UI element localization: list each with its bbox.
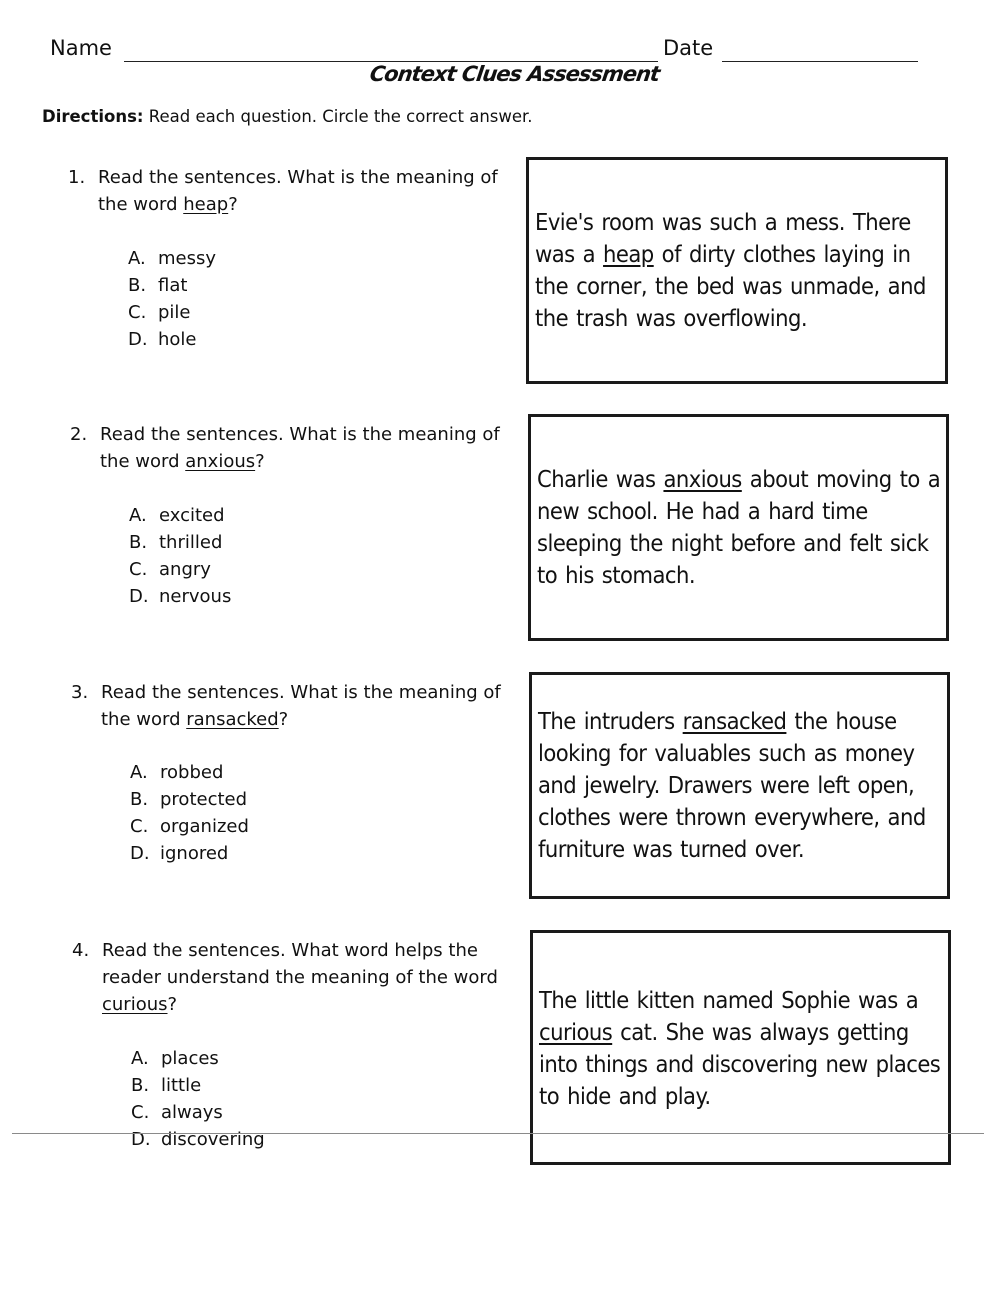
passage-line bbox=[538, 737, 926, 769]
option-text: discovering bbox=[161, 1129, 265, 1150]
passage-text: looking for valuables such as money bbox=[538, 739, 915, 767]
option-text: little bbox=[161, 1075, 202, 1096]
option-letter: B. bbox=[131, 1075, 150, 1096]
question-2-options bbox=[129, 502, 231, 610]
option-letter: C. bbox=[129, 559, 148, 580]
question-2-prompt bbox=[100, 421, 520, 475]
option-letter: D. bbox=[128, 329, 148, 350]
passage-3-text bbox=[538, 705, 926, 865]
question-3-option-b[interactable] bbox=[130, 786, 249, 813]
passage-text: The intruders bbox=[538, 707, 683, 735]
passage-line bbox=[539, 984, 940, 1016]
option-letter: A. bbox=[131, 1048, 149, 1069]
date-field-line[interactable] bbox=[722, 61, 918, 62]
option-letter: A. bbox=[129, 505, 147, 526]
question-2-option-b[interactable] bbox=[129, 529, 231, 556]
question-3-prompt-text: Read the sentences. What is the meaning of the word bbox=[101, 682, 501, 730]
passage-text: to hide and play. bbox=[539, 1082, 711, 1110]
passage-line bbox=[538, 769, 926, 801]
passage-text: was a bbox=[535, 240, 604, 268]
question-4-prompt bbox=[102, 937, 522, 1018]
option-text: places bbox=[161, 1048, 219, 1069]
passage-target-word: ransacked bbox=[682, 707, 787, 735]
passage-2-text bbox=[537, 463, 940, 591]
passage-line bbox=[537, 495, 940, 527]
question-4-prompt-text: Read the sentences. What word helps the reader understand the meaning of the word bbox=[102, 940, 498, 988]
passage-line bbox=[537, 559, 940, 591]
option-text: angry bbox=[159, 559, 211, 580]
passage-text: cat. She was always getting bbox=[612, 1018, 909, 1046]
option-text: always bbox=[161, 1102, 223, 1123]
passage-box-3 bbox=[529, 672, 950, 899]
question-2-target-word: anxious bbox=[185, 451, 256, 472]
question-3-number: 3. bbox=[71, 682, 89, 703]
directions-text: Read each question. Circle the correct answer. bbox=[148, 107, 533, 126]
question-1-options bbox=[128, 245, 216, 353]
option-text: pile bbox=[158, 302, 191, 323]
question-4-prompt-end: ? bbox=[167, 994, 178, 1015]
question-3-option-a[interactable] bbox=[130, 759, 249, 786]
passage-line bbox=[538, 833, 926, 865]
question-3-option-d[interactable] bbox=[130, 840, 249, 867]
option-text: messy bbox=[158, 248, 217, 269]
question-2-prompt-text: Read the sentences. What is the meaning of the word bbox=[100, 424, 500, 472]
passage-text: Evie's room was such a mess. There bbox=[535, 208, 911, 236]
option-letter: B. bbox=[130, 789, 149, 810]
option-text: nervous bbox=[159, 586, 232, 607]
question-4-option-d[interactable] bbox=[131, 1126, 265, 1153]
option-text: ignored bbox=[160, 843, 229, 864]
passage-text: furniture was turned over. bbox=[538, 835, 805, 863]
option-letter: C. bbox=[130, 816, 149, 837]
passage-line bbox=[535, 206, 926, 238]
question-1-target-word: heap bbox=[183, 194, 229, 215]
passage-line bbox=[539, 1048, 940, 1080]
option-text: excited bbox=[159, 505, 225, 526]
option-letter: B. bbox=[129, 532, 148, 553]
passage-box-2 bbox=[528, 414, 949, 641]
option-text: hole bbox=[158, 329, 197, 350]
option-letter: D. bbox=[129, 586, 149, 607]
option-text: organized bbox=[160, 816, 249, 837]
option-letter: A. bbox=[128, 248, 146, 269]
page-title: Context Clues Assessment bbox=[368, 62, 661, 86]
question-1-option-b[interactable] bbox=[128, 272, 216, 299]
directions-label: Directions: bbox=[42, 107, 144, 126]
question-1-option-a[interactable] bbox=[128, 245, 216, 272]
passage-text: Charlie was bbox=[537, 465, 664, 493]
option-text: protected bbox=[160, 789, 248, 810]
passage-line bbox=[535, 302, 926, 334]
question-4-options bbox=[131, 1045, 265, 1153]
passage-line bbox=[539, 1016, 940, 1048]
option-letter: B. bbox=[128, 275, 147, 296]
passage-text: into things and discovering new places bbox=[539, 1050, 941, 1078]
option-letter: C. bbox=[131, 1102, 150, 1123]
question-2-prompt-end: ? bbox=[255, 451, 265, 472]
passage-text: the trash was overflowing. bbox=[535, 304, 808, 332]
passage-line bbox=[537, 527, 940, 559]
passage-text: new school. He had a hard time bbox=[537, 497, 868, 525]
scan-line bbox=[12, 1133, 984, 1134]
option-letter: C. bbox=[128, 302, 147, 323]
question-2-number: 2. bbox=[70, 424, 88, 445]
question-4-number: 4. bbox=[72, 940, 90, 961]
question-3-option-c[interactable] bbox=[130, 813, 249, 840]
passage-line bbox=[535, 270, 926, 302]
passage-text: to his stomach. bbox=[537, 561, 696, 589]
option-letter: D. bbox=[131, 1129, 151, 1150]
passage-box-1 bbox=[526, 157, 948, 384]
option-letter: D. bbox=[130, 843, 150, 864]
option-text: flat bbox=[158, 275, 188, 296]
question-4-option-c[interactable] bbox=[131, 1099, 265, 1126]
option-text: thrilled bbox=[159, 532, 223, 553]
passage-text: and jewelry. Drawers were left open, bbox=[538, 771, 915, 799]
passage-text: clothes were thrown everywhere, and bbox=[538, 803, 926, 831]
passage-text: about moving to a bbox=[741, 465, 941, 493]
passage-line bbox=[538, 801, 926, 833]
passage-line bbox=[539, 1080, 940, 1112]
question-2-option-a[interactable] bbox=[129, 502, 231, 529]
directions bbox=[42, 107, 533, 126]
question-4-option-a[interactable] bbox=[131, 1045, 265, 1072]
passage-line bbox=[538, 705, 926, 737]
passage-target-word: curious bbox=[539, 1018, 613, 1046]
passage-text: sleeping the night before and felt sick bbox=[537, 529, 929, 557]
question-2-option-c[interactable] bbox=[129, 556, 231, 583]
question-1-prompt bbox=[98, 164, 518, 218]
passage-target-word: anxious bbox=[663, 465, 742, 493]
passage-text: the corner, the bed was unmade, and bbox=[535, 272, 926, 300]
name-label: Name bbox=[50, 36, 112, 60]
question-3-target-word: ransacked bbox=[186, 709, 279, 730]
passage-line bbox=[537, 463, 940, 495]
question-3-prompt-end: ? bbox=[278, 709, 289, 730]
passage-text: The little kitten named Sophie was a bbox=[539, 986, 919, 1014]
question-1-number: 1. bbox=[68, 167, 86, 188]
date-label: Date bbox=[663, 36, 714, 60]
question-1-option-c[interactable] bbox=[128, 299, 216, 326]
question-1-option-d[interactable] bbox=[128, 326, 216, 353]
passage-text: of dirty clothes laying in bbox=[653, 240, 911, 268]
question-1-prompt-end: ? bbox=[228, 194, 238, 215]
passage-4-text bbox=[539, 984, 940, 1112]
passage-text: the house bbox=[786, 707, 897, 735]
option-text: robbed bbox=[160, 762, 224, 783]
question-3-options bbox=[130, 759, 249, 867]
option-letter: A. bbox=[130, 762, 148, 783]
question-1-prompt-text: Read the sentences. What is the meaning of the word bbox=[98, 167, 498, 215]
passage-target-word: heap bbox=[603, 240, 654, 268]
question-3-prompt bbox=[101, 679, 521, 733]
passage-box-4 bbox=[530, 930, 951, 1165]
question-4-option-b[interactable] bbox=[131, 1072, 265, 1099]
passage-1-text bbox=[535, 206, 926, 334]
passage-line bbox=[535, 238, 926, 270]
question-4-target-word: curious bbox=[102, 994, 168, 1015]
question-2-option-d[interactable] bbox=[129, 583, 231, 610]
